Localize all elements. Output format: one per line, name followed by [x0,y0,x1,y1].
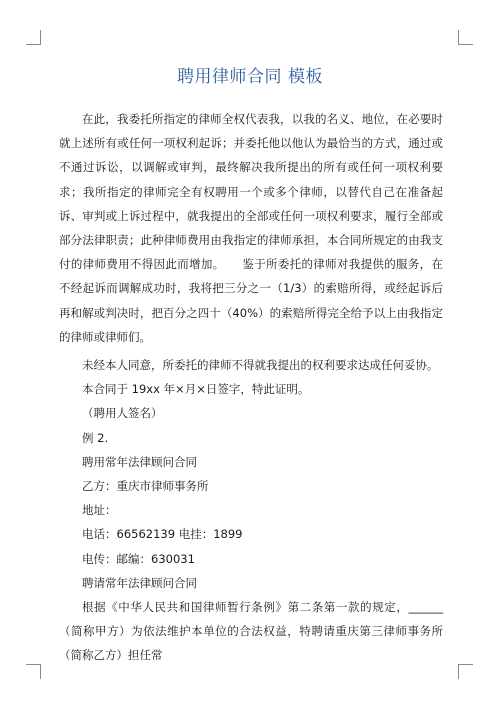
paragraph-authorization: 在此，我委托所指定的律师全权代表我，以我的名义、地位，在必要时就上述所有或任何一项权利起诉；并委托他以他认为最恰当的方式，通过或不通过诉讼，以调解或审判，最终解决我所提出的所有或任何一项权利要求；我所指定的律师完全有权聘用一个或多个律师，以替代自己在准备起诉、审判或上诉过程中，就我提出的全部或任何一项权利要求，履行全部或部分法律职责；此种律师费用由我指定的律师承担，本合同所规定的由我支付的律师费用不得因此而增加。 鉴于所委托的律师对我提供的服务，在不经起诉而调解成功时，我将把三分之一（1/3）的索赔所得，或经起诉后再和解或判决时，把百分之四十（40%）的索赔所得完全给予以上由我指定的律师或律师们。 [59,112,443,344]
paragraph-consent: 未经本人同意，所委托的律师不得就我提出的权利要求达成任何妥协。 [82,358,439,373]
example-label: 例 2. [82,430,109,445]
document-body [59,107,443,668]
contract-heading: 聘用常年法律顾问合同 [82,454,197,469]
crop-mark-top-left [26,30,41,45]
contract-subheading: 聘请常年法律顾问合同 [82,575,197,590]
crop-mark-bottom-right [458,664,473,679]
signature-line: （聘用人签名） [82,406,163,421]
crop-mark-bottom-left [26,664,41,679]
signing-date-line: 本合同于 19xx 年×月×日签字，特此证明。 [82,382,310,397]
paragraph-legal-basis: 根据《中华人民共和国律师暂行条例》第二条第一款的规定，______（简称甲方）为依法维护本单位的合法权益，特聘请重庆第三律师事务所（简称乙方）担任常 [59,600,443,663]
party-b-line: 乙方：重庆市律师事务所 [82,479,209,494]
crop-mark-top-right [458,30,473,45]
address-line: 地址： [82,503,117,518]
document-title: 聘用律师合同 模板 [177,67,323,87]
fax-postcode-line: 电传：邮编：630031 [82,551,195,566]
phone-line: 电话：66562139 电挂：1899 [82,527,243,542]
